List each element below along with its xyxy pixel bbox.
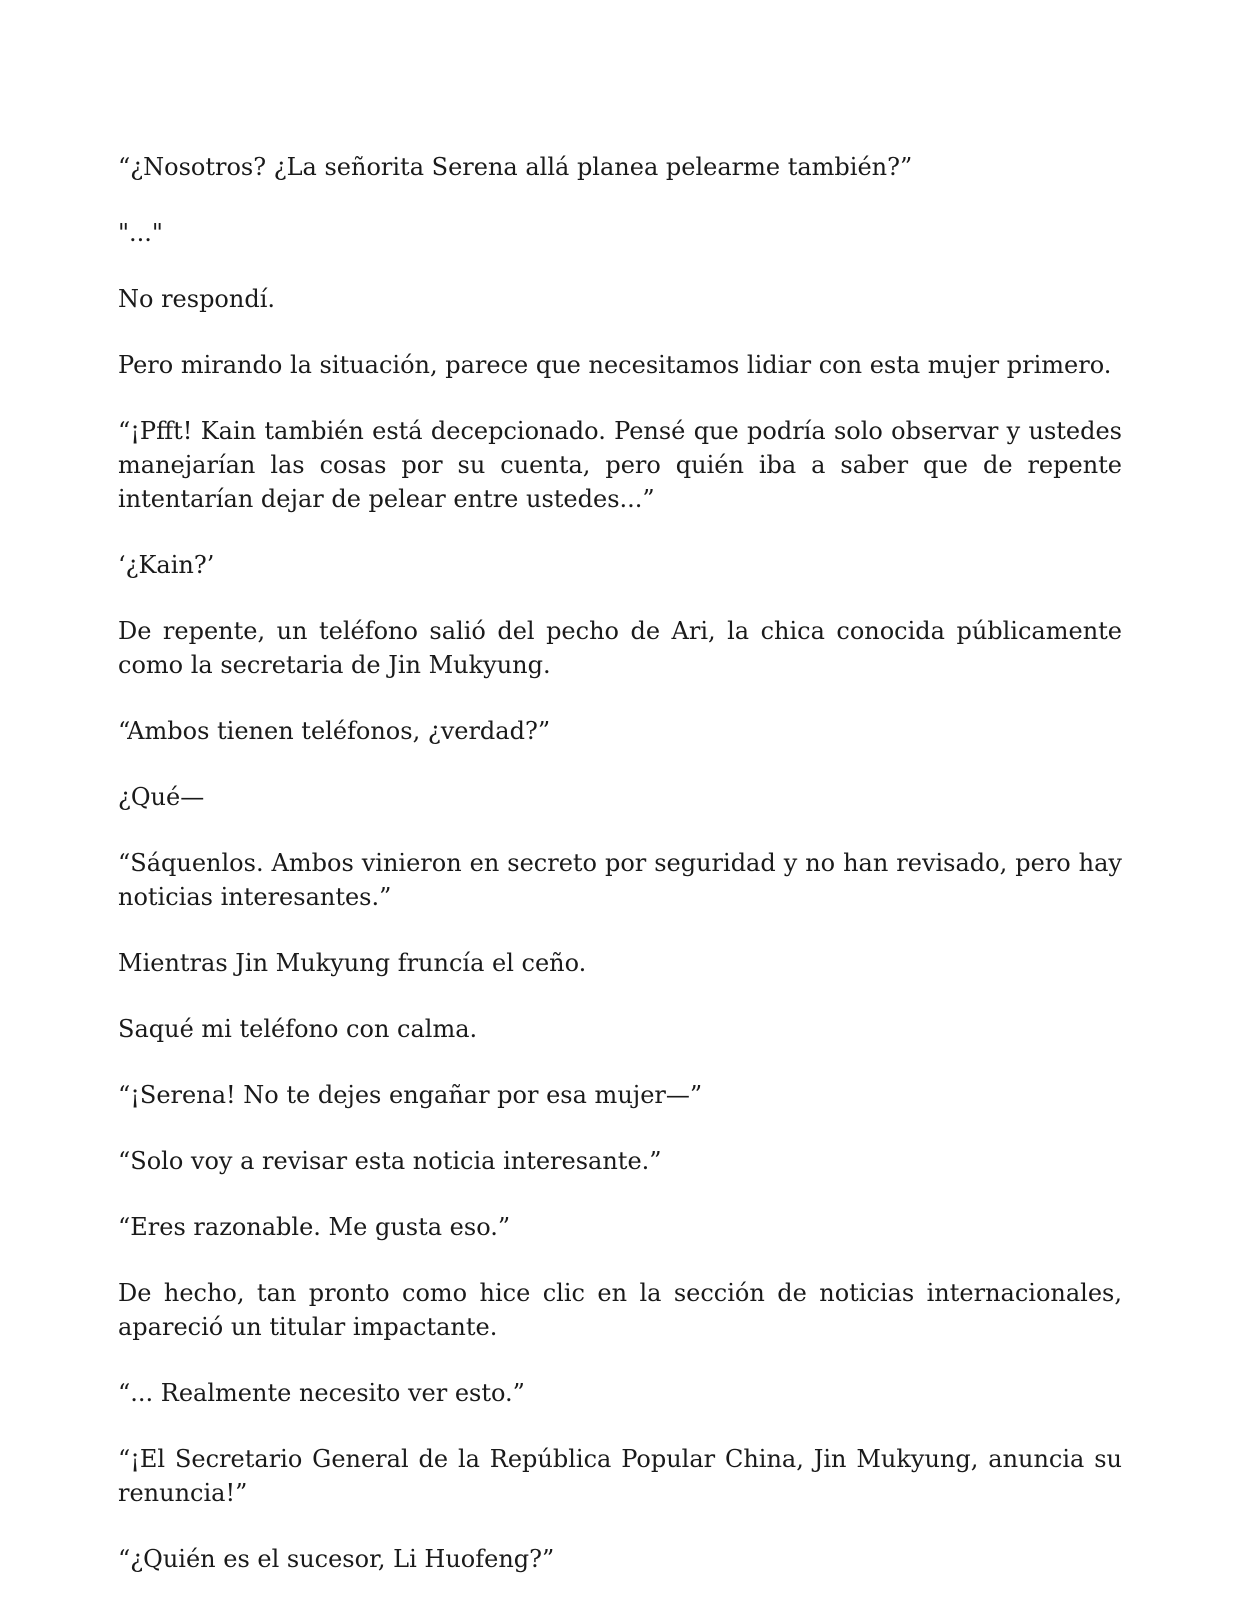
- paragraph-11: Mientras Jin Mukyung fruncía el ceño.: [118, 949, 587, 977]
- paragraph-3: No respondí.: [118, 285, 276, 313]
- paragraph-10: “Sáquenlos. Ambos vinieron en secreto por seguridad y no han revisado, pero hay noticias interesantes.”: [118, 849, 1122, 911]
- paragraph-6: ‘¿Kain?’: [118, 551, 215, 579]
- paragraph-13: “¡Serena! No te dejes engañar por esa mujer—”: [118, 1081, 703, 1109]
- paragraph-5: “¡Pfft! Kain también está decepcionado. Pensé que podría solo observar y ustedes manejarían las cosas por su cuenta, pero quién iba a saber que de repente intentarían dejar de pelear entre ustedes...”: [118, 417, 1122, 513]
- paragraph-7: De repente, un teléfono salió del pecho de Ari, la chica conocida públicamente como la secretaria de Jin Mukyung.: [118, 617, 1122, 679]
- paragraph-4: Pero mirando la situación, parece que necesitamos lidiar con esta mujer primero.: [118, 351, 1112, 379]
- paragraph-12: Saqué mi teléfono con calma.: [118, 1015, 478, 1043]
- paragraph-8: “Ambos tienen teléfonos, ¿verdad?”: [118, 717, 551, 745]
- paragraph-9: ¿Qué—: [118, 783, 205, 811]
- paragraph-17: “... Realmente necesito ver esto.”: [118, 1379, 525, 1407]
- paragraph-2: "...": [118, 219, 163, 247]
- paragraph-18: “¡El Secretario General de la República Popular China, Jin Mukyung, anuncia su renuncia!”: [118, 1445, 1122, 1507]
- paragraph-14: “Solo voy a revisar esta noticia interesante.”: [118, 1147, 662, 1175]
- paragraph-15: “Eres razonable. Me gusta eso.”: [118, 1213, 511, 1241]
- paragraph-16: De hecho, tan pronto como hice clic en la sección de noticias internacionales, apareció un titular impactante.: [118, 1279, 1122, 1341]
- paragraph-1: “¿Nosotros? ¿La señorita Serena allá planea pelearme también?”: [118, 153, 913, 181]
- body-text: [118, 150, 1122, 1608]
- paragraph-19: “¿Quién es el sucesor, Li Huofeng?”: [118, 1545, 555, 1573]
